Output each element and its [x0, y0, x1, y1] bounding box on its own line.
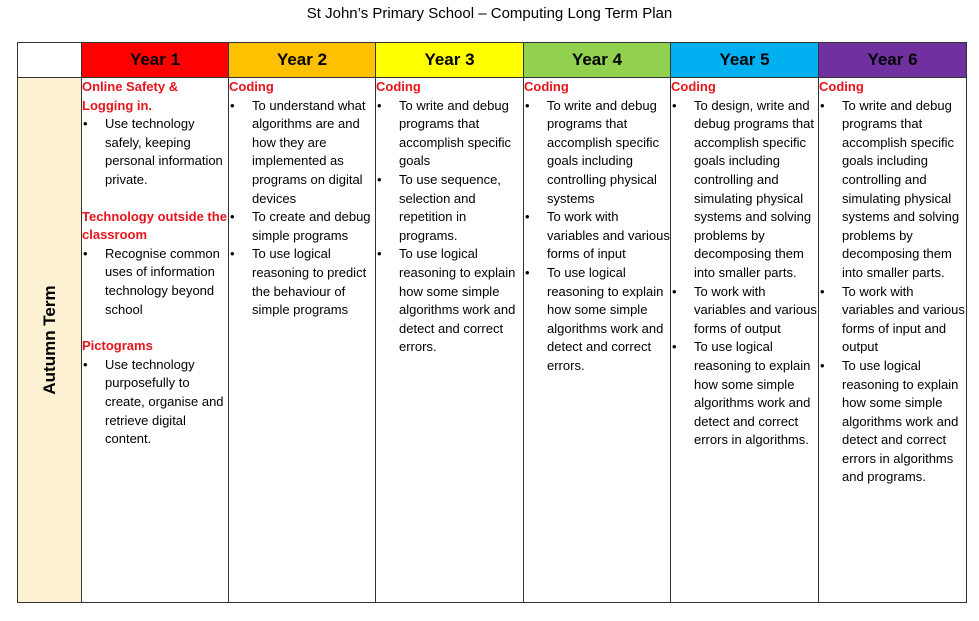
objective-list [82, 115, 228, 189]
objective-item: • To create and debug simple programs [229, 208, 375, 245]
topic-heading: Coding [524, 79, 569, 94]
topic-heading: Online Safety & Logging in. [82, 79, 179, 113]
year-header-5: Year 5 [671, 43, 819, 78]
objective-list [82, 245, 228, 319]
year-3-content [376, 78, 524, 603]
topic-heading: Coding [376, 79, 421, 94]
term-label: Autumn Term [39, 285, 59, 395]
year-5-content [671, 78, 819, 603]
corner-cell [18, 43, 82, 78]
objective-list [376, 97, 523, 357]
objective-item: • To understand what algorithms are and how they are implemented as programs on digital devices [229, 97, 375, 209]
topic-heading: Coding [819, 79, 864, 94]
year-header-1: Year 1 [82, 43, 229, 78]
objective-item: • To use logical reasoning to explain how some simple algorithms work and detect and correct errors in algorithms and programs. [819, 357, 966, 487]
year-4-content [524, 78, 671, 603]
objective-item: • Recognise common uses of information technology beyond school [82, 245, 228, 319]
objective-item: • To design, write and debug programs that accomplish specific goals including controlling and simulating physical systems and solving problems by decomposing them into smaller parts. [671, 97, 818, 283]
year-header-3: Year 3 [376, 43, 524, 78]
year-header-2: Year 2 [229, 43, 376, 78]
objective-list [524, 97, 670, 376]
topic-heading: Technology outside the classroom [82, 208, 227, 243]
objective-item: • To use logical reasoning to explain how some simple algorithms work and detect and correct errors. [524, 264, 670, 376]
topic-block [82, 78, 228, 190]
objective-item: • Use technology purposefully to create, organise and retrieve digital content. [82, 356, 228, 449]
term-label-cell [18, 78, 82, 603]
topic-block [229, 78, 375, 320]
objective-item: • To use logical reasoning to explain how some simple algorithms work and detect and correct errors. [376, 245, 523, 357]
autumn-term-row [18, 78, 967, 603]
objective-item: • To use logical reasoning to predict the behaviour of simple programs [229, 245, 375, 319]
objective-list [82, 356, 228, 449]
topic-block [671, 78, 818, 450]
objective-item: • To work with variables and various forms of output [671, 283, 818, 339]
long-term-plan-table [17, 42, 967, 603]
year-header-6: Year 6 [819, 43, 967, 78]
objective-item: • To work with variables and various forms of input and output [819, 283, 966, 357]
objective-list [229, 97, 375, 320]
topic-block [524, 78, 670, 376]
year-header-row [18, 43, 967, 78]
year-6-content [819, 78, 967, 603]
year-1-content [82, 78, 229, 603]
topic-block [376, 78, 523, 357]
page-title: St John’s Primary School – Computing Long Term Plan [306, 5, 673, 22]
year-header-4: Year 4 [524, 43, 671, 78]
objective-list [819, 97, 966, 487]
objective-item: • Use technology safely, keeping personal information private. [82, 115, 228, 189]
objective-item: • To use sequence, selection and repetition in programs. [376, 171, 523, 245]
topic-heading: Coding [229, 79, 274, 94]
objective-item: • To work with variables and various forms of input [524, 208, 670, 264]
objective-item: • To write and debug programs that accomplish specific goals including controlling physical systems [524, 97, 670, 209]
objective-item: • To write and debug programs that accomplish specific goals including controlling and simulating physical systems and solving problems by decomposing them into smaller parts. [819, 97, 966, 283]
objective-list [671, 97, 818, 450]
year-2-content [229, 78, 376, 603]
topic-block [82, 337, 228, 449]
objective-item: • To write and debug programs that accomplish specific goals [376, 97, 523, 171]
topic-heading: Pictograms [82, 338, 153, 354]
topic-block [819, 78, 966, 487]
objective-item: • To use logical reasoning to explain how some simple algorithms work and detect and correct errors in algorithms. [671, 338, 818, 450]
topic-block [82, 208, 228, 320]
topic-heading: Coding [671, 79, 716, 94]
